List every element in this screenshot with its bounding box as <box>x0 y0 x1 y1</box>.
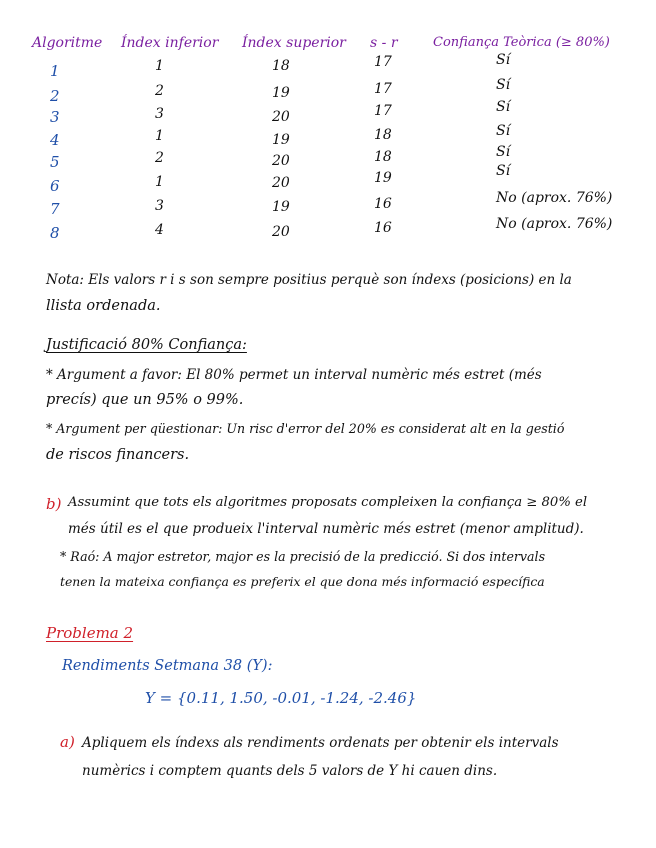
note-line-1: Nota: Els valors r i s son sempre positius perquè son índexs (posicions) en la <box>46 272 572 288</box>
cell-index-superior: 20 <box>272 109 290 125</box>
cell-confianca: No (aprox. 76%) <box>496 216 613 232</box>
returns-set: Y = {0.11, 1.50, -0.01, -1.24, -2.46} <box>145 689 417 707</box>
cell-index-superior: 19 <box>272 132 290 148</box>
cell-index-inferior: 1 <box>155 58 164 74</box>
cell-s-minus-r: 17 <box>374 81 392 97</box>
cell-s-minus-r: 16 <box>374 220 392 236</box>
cell-confianca: Sí <box>496 123 511 139</box>
cell-index-superior: 18 <box>272 58 290 74</box>
header-confianca: Confiança Teòrica (≥ 80%) <box>433 35 610 50</box>
cell-s-minus-r: 17 <box>374 54 392 70</box>
cell-confianca: Sí <box>496 144 511 160</box>
cell-algoritme: 2 <box>50 87 60 105</box>
cell-algoritme: 5 <box>50 153 60 171</box>
cell-algoritme: 3 <box>50 108 60 126</box>
cell-index-inferior: 2 <box>155 150 164 166</box>
cell-s-minus-r: 18 <box>374 127 392 143</box>
cell-s-minus-r: 17 <box>374 103 392 119</box>
problem-2-subtitle: Rendiments Setmana 38 (Y): <box>62 658 273 674</box>
note-line-2: llista ordenada. <box>46 298 161 314</box>
argument-question-line-1: * Argument per qüestionar: Un risc d'error del 20% es considerat alt en la gestió <box>46 421 565 436</box>
cell-index-superior: 19 <box>272 199 290 215</box>
argument-question-line-2: de riscos financers. <box>46 447 190 463</box>
cell-algoritme: 6 <box>50 177 60 195</box>
argument-favor-line-2: precís) que un 95% o 99%. <box>46 392 244 408</box>
header-s-minus-r: s - r <box>370 35 398 51</box>
part-a-label: a) <box>60 733 75 751</box>
cell-confianca: Sí <box>496 52 511 68</box>
part-b-reason-line-2: tenen la mateixa confiança es preferix el que dona més informació específica <box>60 574 545 589</box>
part-a-line-1: Apliquem els índexs als rendiments ordenats per obtenir els intervals <box>82 735 559 751</box>
part-b-line-1: Assumint que tots els algoritmes proposats compleixen la confiança ≥ 80% el <box>68 495 588 510</box>
cell-s-minus-r: 18 <box>374 149 392 165</box>
cell-s-minus-r: 19 <box>374 170 392 186</box>
cell-index-superior: 19 <box>272 85 290 101</box>
cell-index-superior: 20 <box>272 153 290 169</box>
argument-favor-line-1: * Argument a favor: El 80% permet un interval numèric més estret (més <box>46 367 542 383</box>
part-b-label: b) <box>46 495 62 513</box>
cell-index-inferior: 1 <box>155 174 164 190</box>
cell-index-inferior: 4 <box>155 222 164 238</box>
cell-algoritme: 1 <box>50 62 60 80</box>
cell-index-superior: 20 <box>272 224 290 240</box>
header-algoritme: Algoritme <box>32 35 103 51</box>
cell-algoritme: 7 <box>50 200 60 218</box>
cell-confianca: Sí <box>496 163 511 179</box>
justification-title: Justificació 80% Confiança: <box>46 337 247 353</box>
part-a-line-2: numèrics i comptem quants dels 5 valors de Y hi cauen dins. <box>82 763 498 779</box>
cell-index-inferior: 1 <box>155 128 164 144</box>
cell-index-inferior: 3 <box>155 106 164 122</box>
cell-confianca: Sí <box>496 77 511 93</box>
cell-index-superior: 20 <box>272 175 290 191</box>
cell-algoritme: 4 <box>50 131 60 149</box>
cell-confianca: No (aprox. 76%) <box>496 190 613 206</box>
cell-algoritme: 8 <box>50 224 60 242</box>
cell-index-inferior: 2 <box>155 83 164 99</box>
cell-index-inferior: 3 <box>155 198 164 214</box>
part-b-line-2: més útil es el que produeix l'interval numèric més estret (menor amplitud). <box>68 521 584 537</box>
part-b-reason-line-1: * Raó: A major estretor, major es la precisió de la predicció. Si dos intervals <box>60 549 546 564</box>
header-index-superior: Índex superior <box>242 35 346 51</box>
cell-confianca: Sí <box>496 99 511 115</box>
problem-2-title: Problema 2 <box>46 624 134 642</box>
cell-s-minus-r: 16 <box>374 196 392 212</box>
header-index-inferior: Índex inferior <box>121 35 219 51</box>
